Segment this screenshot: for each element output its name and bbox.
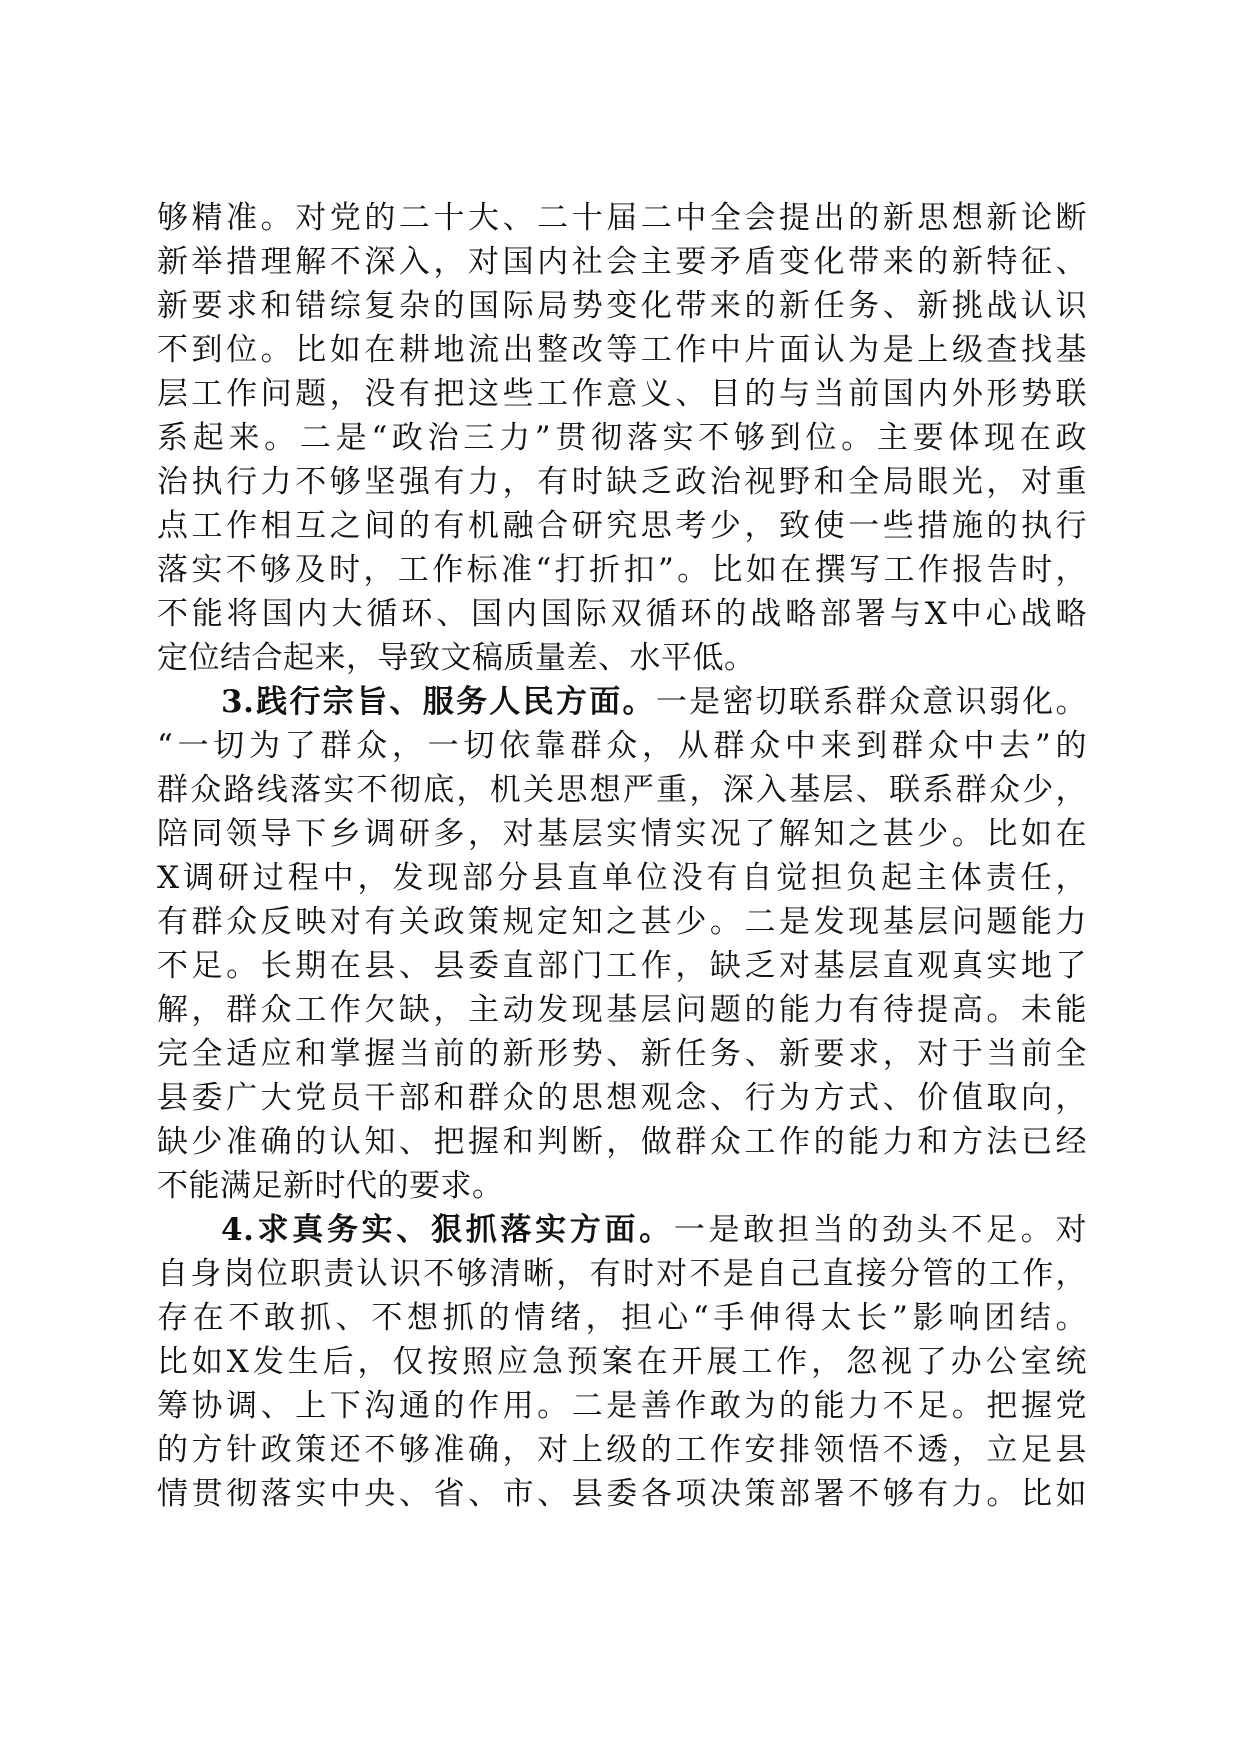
body-line: 治执行力不够坚强有力，有时缺乏政治视野和全局眼光，对重	[157, 464, 1087, 500]
section-3-line: “一切为了群众，一切依靠群众，从群众中来到群众中去”的	[157, 728, 1087, 764]
section-3-line: 群众路线落实不彻底，机关思想严重，深入基层、联系群众少，	[157, 772, 1087, 808]
section-4-heading: 4.求真务实、狠抓落实方面。	[221, 1212, 674, 1248]
section-4-line: 比如X发生后，仅按照应急预案在开展工作，忽视了办公室统	[157, 1344, 1087, 1380]
body-line: 新举措理解不深入，对国内社会主要矛盾变化带来的新特征、	[157, 244, 1087, 280]
body-line: 点工作相互之间的有机融合研究思考少，致使一些措施的执行	[157, 508, 1087, 544]
section-3-heading: 3.践行宗旨、服务人民方面。	[221, 684, 656, 720]
body-line: 新要求和错综复杂的国际局势变化带来的新任务、新挑战认识	[157, 288, 1087, 324]
section-3-line: 不足。长期在县、县委直部门工作，缺乏对基层直观真实地了	[157, 948, 1087, 984]
section-3-line: 陪同领导下乡调研多，对基层实情实况了解知之甚少。比如在	[157, 816, 1087, 852]
section-3-line: X调研过程中，发现部分县直单位没有自觉担负起主体责任，	[157, 860, 1087, 896]
section-3-first-text: 一是密切联系群众意识弱化。	[655, 684, 1087, 720]
section-4-line: 存在不敢抓、不想抓的情绪，担心“手伸得太长”影响团结。	[157, 1300, 1087, 1336]
body-line: 落实不够及时，工作标准“打折扣”。比如在撰写工作报告时，	[157, 552, 1087, 588]
body-line: 层工作问题，没有把这些工作意义、目的与当前国内外形势联	[157, 376, 1087, 412]
section-3-line: 缺少准确的认知、把握和判断，做群众工作的能力和方法已经	[157, 1124, 1087, 1160]
document-body	[157, 196, 1087, 1516]
body-line: 够精准。对党的二十大、二十届二中全会提出的新思想新论断	[157, 200, 1087, 236]
section-4-line: 的方针政策还不够准确，对上级的工作安排领悟不透，立足县	[157, 1432, 1087, 1468]
section-3-first-line	[157, 680, 1087, 724]
section-3-line: 完全适应和掌握当前的新形势、新任务、新要求，对于当前全	[157, 1036, 1087, 1072]
body-line: 不能将国内大循环、国内国际双循环的战略部署与X中心战略	[157, 596, 1087, 632]
body-line: 不到位。比如在耕地流出整改等工作中片面认为是上级查找基	[157, 332, 1087, 368]
section-3-line: 有群众反映对有关政策规定知之甚少。二是发现基层问题能力	[157, 904, 1087, 940]
section-4-line: 情贯彻落实中央、省、市、县委各项决策部署不够有力。比如	[157, 1476, 1087, 1512]
section-4-line: 筹协调、上下沟通的作用。二是善作敢为的能力不足。把握党	[157, 1388, 1087, 1424]
body-line: 系起来。二是“政治三力”贯彻落实不够到位。主要体现在政	[157, 420, 1087, 456]
section-4-line: 自身岗位职责认识不够清晰，有时对不是自己直接分管的工作，	[157, 1256, 1087, 1292]
section-3-line: 县委广大党员干部和群众的思想观念、行为方式、价值取向，	[157, 1080, 1087, 1116]
body-line: 定位结合起来，导致文稿质量差、水平低。	[157, 640, 756, 676]
section-4-first-line	[157, 1208, 1087, 1252]
section-3-line: 不能满足新时代的要求。	[157, 1168, 504, 1204]
section-3-line: 解，群众工作欠缺，主动发现基层问题的能力有待提高。未能	[157, 992, 1087, 1028]
section-4-first-text: 一是敢担当的劲头不足。对	[673, 1212, 1087, 1248]
